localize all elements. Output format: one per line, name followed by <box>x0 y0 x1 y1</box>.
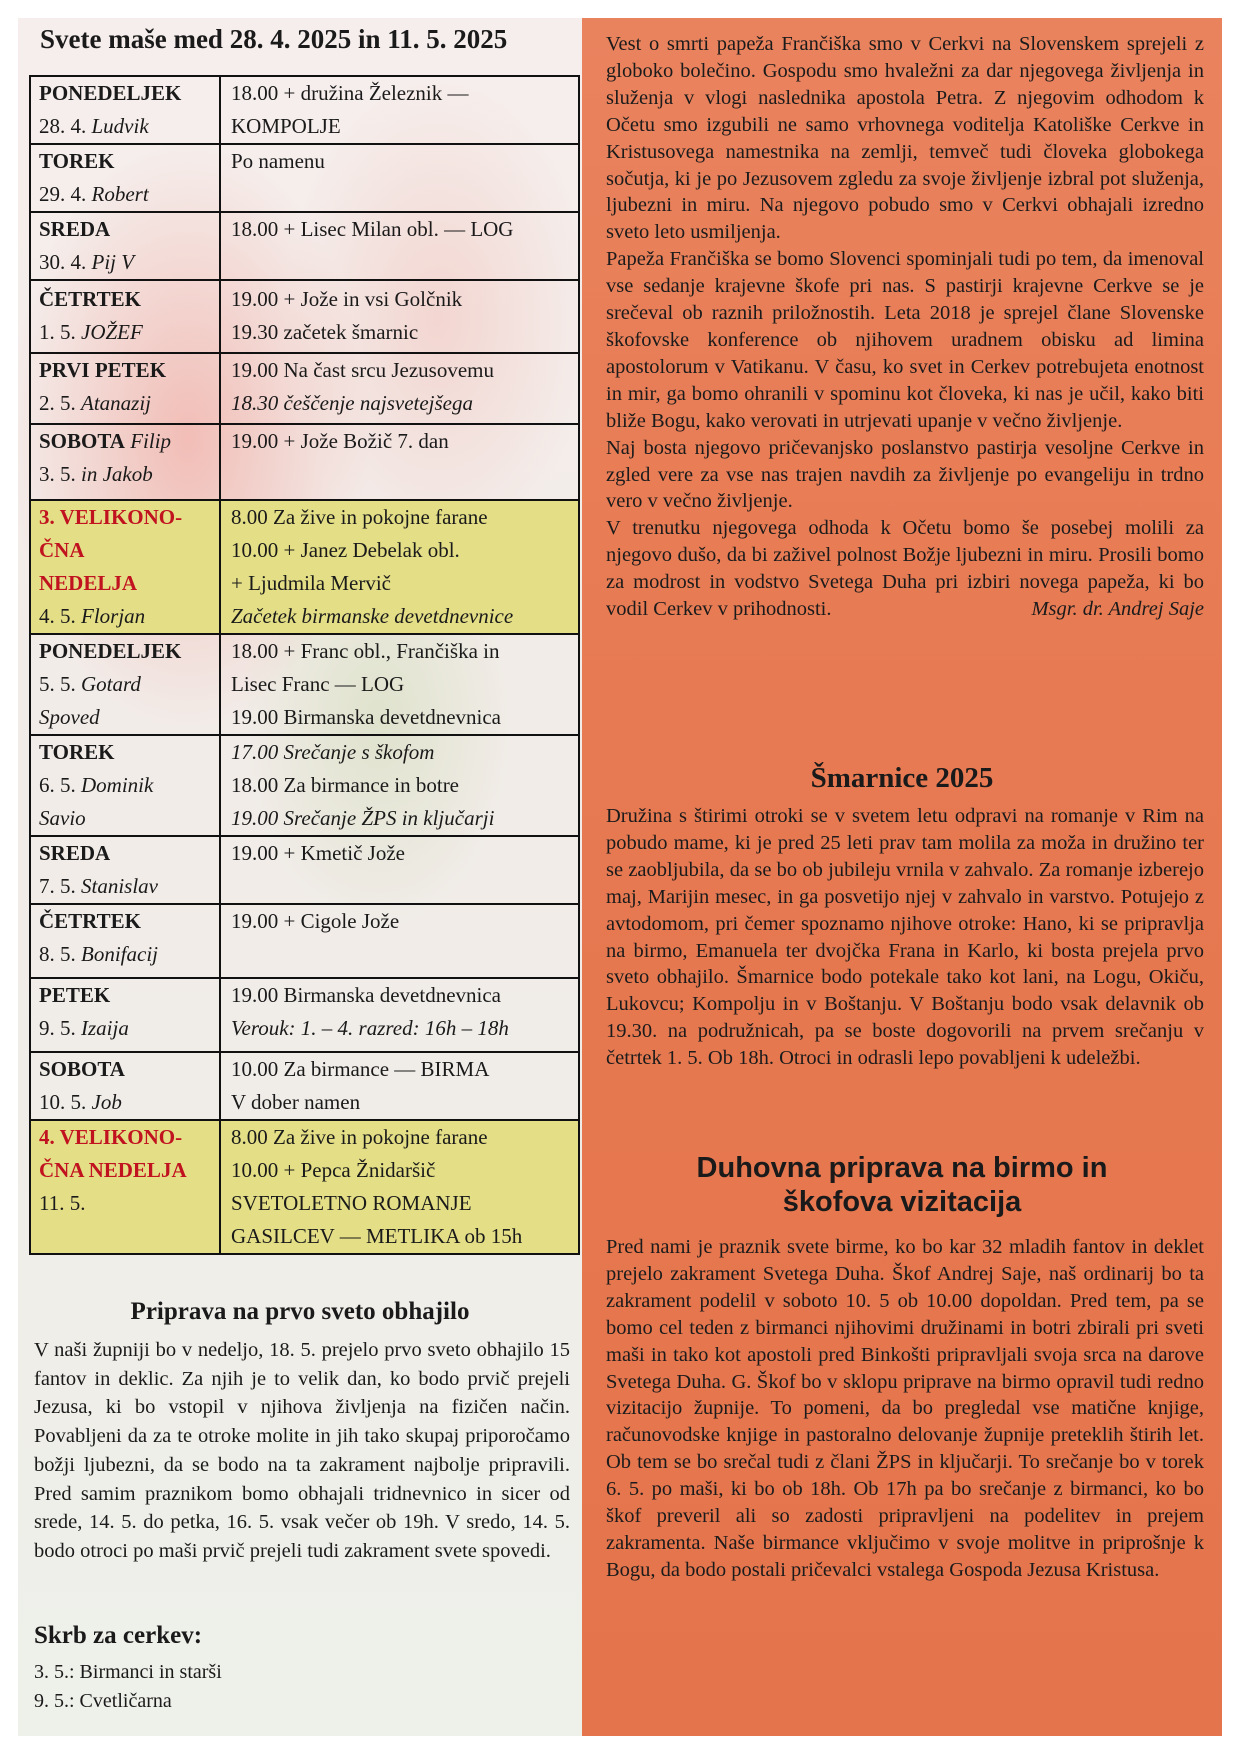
mass-cell: 18.00 + Lisec Milan obl. — LOG <box>220 212 579 280</box>
day-cell: ČETRTEK 1. 5. JOŽEF <box>30 280 220 353</box>
table-row <box>30 280 579 353</box>
pope-tribute <box>606 31 1204 623</box>
right-column <box>582 18 1222 1736</box>
table-row <box>30 836 579 904</box>
table-row <box>30 144 579 212</box>
mass-cell: 10.00 Za birmance — BIRMA V dober namen <box>220 1052 579 1120</box>
signature: Msgr. dr. Andrej Saje <box>1031 598 1204 621</box>
mass-cell: 19.00 Birmanska devetdnevnica Verouk: 1. – 4. razred: 16h – 18h <box>220 978 579 1052</box>
day-cell: PRVI PETEK 2. 5. Atanazij <box>30 353 220 424</box>
table-row-sunday <box>30 500 579 634</box>
first-communion-text: V naši župniji bo v nedeljo, 18. 5. prejelo prvo sveto obhajilo 15 fantov in deklic. Za njih je to velik dan, ko bodo prvič prejeli Jezusa, ki bo vstopil v njihova življenja na fizičen način. Povabljeni da za te otroke molite in jih tako skupaj priporočamo božji ljubezni, da se bodo na ta zakrament najbolje pripravili. Pred samim praznikom bomo obhajali tridnevnico in sicer od srede, 14. 5. do petka, 16. 5. vsak večer ob 19h. V sredo, 14. 5. bodo otroci po maši prvič prejeli tudi zakrament svete spovedi. <box>34 1339 570 1562</box>
mass-cell: 19.00 + Jože in vsi Golčnik 19.30 začetek šmarnic <box>220 280 579 353</box>
bulletin-page <box>18 18 1222 1736</box>
first-communion-title: Priprava na prvo sveto obhajilo <box>130 1298 470 1325</box>
day-cell: TOREK 6. 5. Dominik Savio <box>30 735 220 836</box>
table-row <box>30 904 579 978</box>
mass-cell: 19.00 + Jože Božič 7. dan <box>220 424 579 500</box>
paragraph: Papeža Frančiška se bomo Slovenci spominjali tudi po tem, da imenoval vse sedanje krajevne škofe pri nas. S pastirji krajevne Cerkve se je srečeval ob raznih priložnostih. Leta 2018 je sprejel člane Slovenske škofovske konference ob njihovem uradnem obisku ad limina apostolorum v Vatikanu. V času, ko svet in Cerkev potrebujeta enotnost in mir, ga bomo ohranili v spominu kot človeka, ki nas je učil, kako biti bliže Bogu, kako verovati in utrjevati upanje v večno življenje. <box>606 248 1204 432</box>
mass-schedule-table <box>29 75 580 1255</box>
left-column <box>18 18 582 1736</box>
day-cell: PONEDELJEK 5. 5. Gotard Spoved <box>30 634 220 735</box>
day-cell: TOREK 29. 4. Robert <box>30 144 220 212</box>
mass-cell: 19.00 Na čast srcu Jezusovemu 18.30 češčenje najsvetejšega <box>220 353 579 424</box>
smarnice-text: Družina s štirimi otroki se v svetem letu odpravi na romanje v Rim na pobudo mame, ki je pred 25 leti prav tam molila za moža in družino ter se zaobljubila, da se bo ob jubileju vrnila v zahvalo. Za romanje izberejo maj, Marijin mesec, in ga posvetijo njej v zahvalo in varstvo. Potujejo z avtodomom, pri čemer spoznamo njihove otroke: Hano, ki se pripravlja na birmo, Emanuela ter dvojčka Frana in Karlo, ki bosta prejela prvo sveto obhajilo. Šmarnice bodo potekale tako kot lani, na Logu, Okiču, Lukovcu; Kompolju in v Boštanju. V Boštanju bodo vsak delavnik ob 19.30. na podružnicah, pa se boste dogovorili na prvem srečanju v četrtek 1. 5. Ob 18h. Otroci in odrasli lepo povabljeni k udeležbi. <box>606 805 1204 1070</box>
list-item: 3. 5.: Birmanci in starši <box>34 1661 222 1683</box>
mass-cell: 17.00 Srečanje s škofom 18.00 Za birmance in botre 19.00 Srečanje ŽPS in ključarji <box>220 735 579 836</box>
table-row-sunday <box>30 1120 579 1254</box>
day-cell: SREDA 7. 5. Stanislav <box>30 836 220 904</box>
paragraph: Vest o smrti papeža Frančiška smo v Cerkvi na Slovenskem sprejeli z globoko bolečino. Gospodu smo hvaležni za dar njegovega življenja in služenja v vlogi naslednika apostola Petra. Z njegovim odhodom k Očetu smo izgubili ne samo vrhovnega voditelja Katoliške Cerkve in Kristusovega namestnika na zemlji, temveč tudi človeka globokega sočutja, ki je po Jezusovem zgledu za svoje življenje izbral pot služenja, ljubezni in miru. Na njegovo pobudo smo v Cerkvi obhajali izredno sveto leto usmiljenja. <box>606 33 1204 244</box>
table-row <box>30 1052 579 1120</box>
table-row <box>30 353 579 424</box>
mass-cell: 18.00 + družina Železnik — KOMPOLJE <box>220 76 579 144</box>
mass-cell: 8.00 Za žive in pokojne farane 10.00 + Pepca Žnidaršič SVETOLETNO ROMANJE GASILCEV — METLIKA ob 15h <box>220 1120 579 1254</box>
day-cell: PETEK 9. 5. Izaija <box>30 978 220 1052</box>
church-care-list <box>34 1658 222 1716</box>
table-row <box>30 76 579 144</box>
table-row <box>30 424 579 500</box>
mass-cell: Po namenu <box>220 144 579 212</box>
paragraph: V trenutku njegovega odhoda k Očetu bomo še posebej molili za njegovo dušo, da bi zaživel polnost Božje ljubezni in miru. Prosili bomo za modrost in vodstvo Svetega Duha pri izbiri novega papeža, ki bo vodil Cerkev v prihodnosti. <box>606 517 1204 621</box>
day-cell: SREDA 30. 4. Pij V <box>30 212 220 280</box>
confirmation-text: Pred nami je praznik svete birme, ko bo kar 32 mladih fantov in deklet prejelo zakrament Svetega Duha. Škof Andrej Saje, naš ordinarij bo ta zakrament podelil v soboto 10. 5 ob 10.00 dopoldan. Pred tem, pa se bomo cel teden z birmanci njihovimi družinami in botri zbirali pri sveti maši in tako kot apostoli pred Binkošti pripravljali svoja srca na darove Svetega Duha. G. Škof bo v sklopu priprave na birmo opravil tudi redno vizitacijo župnije. To pomeni, da bo pregledal vse matične knjige, računovodske knjige in pastoralno delovanje župnije preteklih štirih let. Ob tem se bo srečal tudi z člani ŽPS in ključarji. To srečanje bo v torek 6. 5. po maši, ki bo ob 18h. Ob 17h pa bo srečanje z birmanci, ko bo škof preveril ali so zadosti pripravljeni na podelitev in prejem zakramenta. Naše birmance vključimo v svoje molitve in priprošnje k Bogu, da bodo postali pričevalci vstalega Gospoda Jezusa Kristusa. <box>606 1236 1204 1581</box>
church-care-title: Skrb za cerkev: <box>34 1622 203 1649</box>
mass-cell: 19.00 + Cigole Jože <box>220 904 579 978</box>
mass-cell: 18.00 + Franc obl., Frančiška in Lisec Franc — LOG 19.00 Birmanska devetdnevnica <box>220 634 579 735</box>
day-cell: SOBOTA Filip 3. 5. in Jakob <box>30 424 220 500</box>
confirmation-title: Duhovna priprava na birmo in škofova vizitacija <box>696 1152 1108 1218</box>
day-cell: 3. VELIKONO- ČNA NEDELJA 4. 5. Florjan <box>30 500 220 634</box>
schedule-title: Svete maše med 28. 4. 2025 in 11. 5. 2025 <box>40 24 508 54</box>
smarnice-title: Šmarnice 2025 <box>810 762 994 794</box>
table-row <box>30 212 579 280</box>
day-cell: 4. VELIKONO- ČNA NEDELJA 11. 5. <box>30 1120 220 1254</box>
table-row <box>30 634 579 735</box>
day-cell: ČETRTEK 8. 5. Bonifacij <box>30 904 220 978</box>
mass-cell: 8.00 Za žive in pokojne farane 10.00 + Janez Debelak obl. + Ljudmila Mervič Začetek birmanske devetdnevnice <box>220 500 579 634</box>
mass-cell: 19.00 + Kmetič Jože <box>220 836 579 904</box>
day-cell: SOBOTA 10. 5. Job <box>30 1052 220 1120</box>
list-item: 9. 5.: Cvetličarna <box>34 1690 172 1712</box>
table-row <box>30 735 579 836</box>
day-cell: PONEDELJEK 28. 4. Ludvik <box>30 76 220 144</box>
paragraph: Naj bosta njegovo pričevanjsko poslanstvo pastirja vesoljne Cerkve in zgled vere za vse nas trajen navdih za življenje po evangeliju in trdno vero v večno življenje. <box>606 436 1204 513</box>
table-row <box>30 978 579 1052</box>
